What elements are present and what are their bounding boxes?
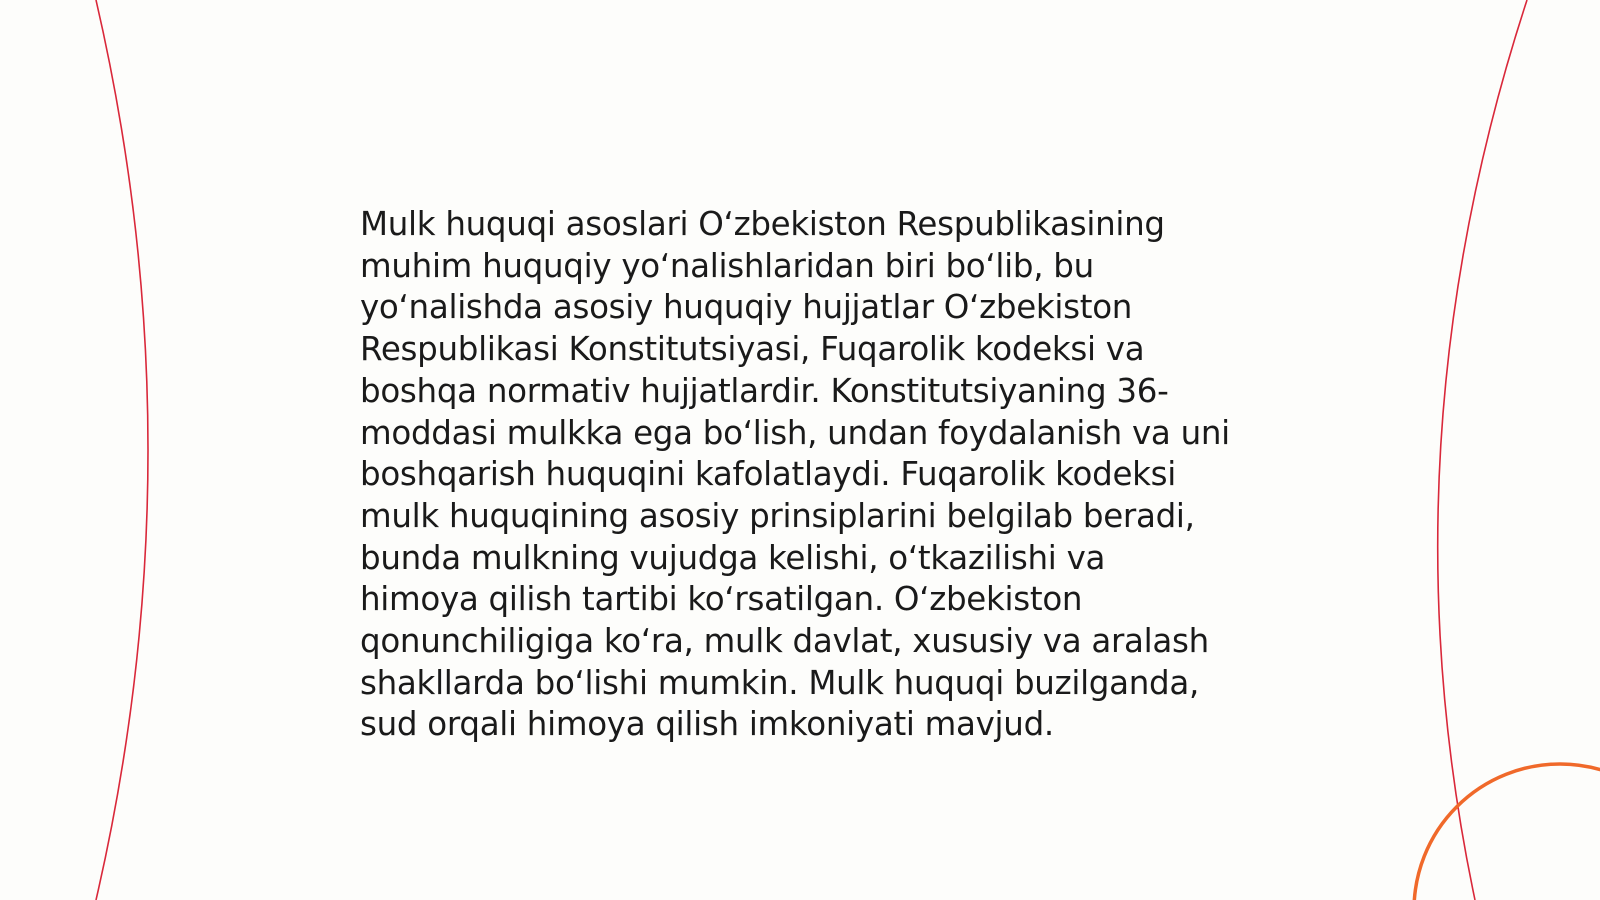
- body-paragraph: [360, 204, 1260, 746]
- body-line: Mulk huquqi asoslari O‘zbekiston Respublikasining: [360, 205, 1165, 243]
- body-line: moddasi mulkka ega bo‘lish, undan foydalanish va uni: [360, 413, 1230, 452]
- body-line: muhim huquqiy yo‘nalishlaridan biri bo‘lib, bu: [360, 246, 1094, 285]
- body-line: boshqa normativ hujjatlardir. Konstitutsiyaning 36-: [360, 371, 1169, 410]
- body-line: Respublikasi Konstitutsiyasi, Fuqarolik kodeksi va: [360, 330, 1145, 369]
- body-line: boshqarish huquqini kafolatlaydi. Fuqarolik kodeksi: [360, 455, 1177, 494]
- right-arc: [1438, 0, 1527, 900]
- body-line: shakllarda bo‘lishi mumkin. Mulk huquqi buzilganda,: [360, 663, 1200, 702]
- body-line: himoya qilish tartibi ko‘rsatilgan. O‘zbekiston: [360, 580, 1083, 619]
- body-line: yo‘nalishda asosiy huquqiy hujjatlar O‘zbekiston: [360, 288, 1133, 327]
- body-line: qonunchiligiga ko‘ra, mulk davlat, xususiy va aralash: [360, 622, 1209, 661]
- left-arc: [96, 0, 148, 900]
- body-line: mulk huquqining asosiy prinsiplarini belgilab beradi,: [360, 496, 1195, 535]
- body-line: bunda mulkning vujudga kelishi, o‘tkazilishi va: [360, 538, 1106, 577]
- orange-circle-arc: [1414, 764, 1600, 900]
- body-line: sud orqali himoya qilish imkoniyati mavjud.: [360, 705, 1054, 744]
